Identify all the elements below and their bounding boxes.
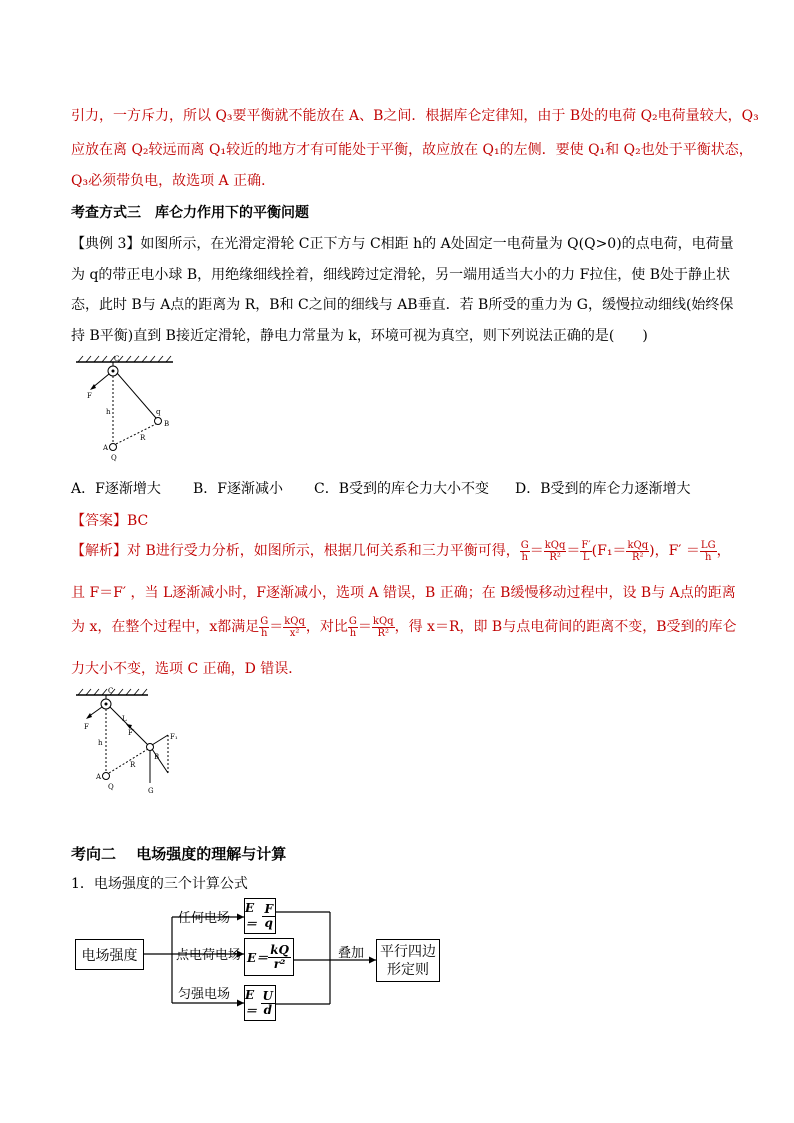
fig2-label-f: F — [84, 723, 89, 731]
section-heading: 考查方式三 库仑力作用下的平衡问题 — [71, 205, 309, 221]
analysis-line2: 且 F＝F′ ，当 L逐渐减小时，F逐渐减小，选项 A 错误，B 正确；在 B缓慢移动过程中，设 B与 A点的距离 — [71, 585, 736, 601]
para1-line1: 引力，一方斥力，所以 Q₃要平衡就不能放在 A、B之间．根据库仑定律知，由于 B处的电荷 Q₂电荷量较大，Q₃ — [71, 108, 759, 124]
analysis-l1-text: 【解析】对 B进行受力分析，如图所示，根据几何关系和三力平衡可得， — [71, 543, 520, 559]
fig2-label-r: R — [130, 761, 136, 769]
fig1-label-c: C — [114, 355, 120, 363]
fig2-label-a: A — [96, 773, 102, 781]
frac-kqq-r2-2: $\frac{\text{kQq}}{\text{R²}}$ — [372, 615, 394, 639]
frac-lg-h: $\frac{LG}{h}$ — [700, 539, 716, 563]
label-uniform-field: 匀强电场 — [178, 987, 231, 1002]
fig1-label-f: F — [87, 392, 92, 400]
example-line2: 为 q的带正电小球 B，用绝缘细线拴着，细线跨过定滑轮，另一端用适当大小的力 F拉住，使 B处于静止状 — [71, 267, 731, 283]
label-superposition: 叠加 — [338, 946, 365, 961]
frac-g-h-2: $\frac{G}{h}$ — [260, 615, 269, 639]
source-box-field-strength: 电场强度 — [75, 939, 144, 970]
result-box-parallelogram-rule: 平行四边 形定则 — [376, 939, 440, 982]
fig2-label-g: G — [148, 787, 154, 795]
formula-box-e-kq-r2: E＝ kQ r² — [244, 938, 294, 976]
analysis-line3: 为 x，在整个过程中，x都满足 $\frac{G}{h}$ ＝ $\frac{\text{kQq}}{\text{x²}}$ ，对比 $\frac{G}{h}$ ＝ $\frac{\text{kQq}}{\text{R²}}$ ，得 x＝R，即 B与点电荷间的距离不变，B受到的库仑 — [71, 615, 737, 639]
formula-box-e-f-q: E＝ F q — [244, 898, 276, 934]
answer: 【答案】BC — [71, 513, 149, 529]
frac-f1: $\frac{\text{kQq}}{\text{R²}}$ — [627, 539, 649, 563]
analysis-line4: 力大小不变，选项 C 正确，D 错误． — [71, 661, 303, 677]
frac-g-h-3: $\frac{G}{h}$ — [348, 615, 357, 639]
label-any-field: 任何电场 — [178, 911, 231, 926]
fig1-label-q-charge: Q — [111, 454, 117, 462]
choice-b: B．F逐渐减小 — [193, 481, 284, 497]
fig2-label-l: L — [122, 715, 127, 723]
subheading: 1．电场强度的三个计算公式 — [71, 876, 248, 892]
example-line3: 态，此时 B与 A点的距离为 R，B和 C之间的细线与 AB垂直．若 B所受的重力为 G，缓慢拉动细线(始终保 — [71, 297, 734, 313]
choice-a: A．F逐渐增大 — [71, 481, 161, 497]
frac-g-h: $\frac{G}{h}$ — [520, 539, 529, 563]
fig2-label-f-prime: F′ — [128, 729, 135, 737]
choice-d: D．B受到的库仑力逐渐增大 — [515, 481, 691, 497]
fig2-label-c: C — [108, 687, 114, 695]
analysis-line1: 【解析】对 B进行受力分析，如图所示，根据几何关系和三力平衡可得， $\frac{G}{h}$ ＝ $\frac{\text{kQq}}{\text{R²}}$ ＝ $\frac{F'}{L}$ (F₁＝ $\frac{\text{kQq}}{\text{R²}}$ )，F′ ＝ $\frac{LG}{h}$ ， — [71, 539, 731, 563]
fig1-label-a: A — [103, 444, 109, 452]
frac-kqq-r2: $\frac{\text{kQq}}{\text{R²}}$ — [544, 539, 566, 563]
para1-line2: 应放在离 Q₂较远而离 Q₁较近的地方才有可能处于平衡，故应放在 Q₁的左侧．要使 Q₁和 Q₂也处于平衡状态， — [71, 142, 753, 158]
para1-line3: Q₃必须带负电，故选项 A 正确． — [71, 173, 276, 189]
fig1-label-b: B — [164, 420, 170, 428]
fig2-label-q: Q — [108, 783, 114, 791]
fig2-label-h: h — [98, 739, 103, 747]
label-point-charge-field: 点电荷电场 — [176, 948, 242, 963]
fig1-label-r: R — [140, 434, 146, 442]
kaoxiang-heading: 考向二 电场强度的理解与计算 — [71, 845, 287, 863]
example-line1: 【典例 3】如图所示，在光滑定滑轮 C正下方与 C相距 h的 A处固定一电荷量为 Q(Q>0)的点电荷，电荷量 — [71, 236, 734, 252]
choice-c: C．B受到的库仑力大小不变 — [314, 481, 489, 497]
formula-box-e-u-d: E＝ U d — [244, 985, 276, 1021]
fig2-label-b: B — [154, 753, 160, 761]
fig2-label-f1: F₁ — [170, 733, 178, 741]
example-line4: 持 B平衡)直到 B接近定滑轮，静电力常量为 k，环境可视为真空，则下列说法正确的是( ) — [71, 328, 648, 344]
frac-f-l: $\frac{F'}{L}$ — [581, 539, 591, 563]
fig1-label-h: h — [106, 408, 111, 416]
fig1-label-q: q — [156, 408, 161, 416]
frac-kqq-x2: $\frac{\text{kQq}}{\text{x²}}$ — [284, 615, 305, 639]
